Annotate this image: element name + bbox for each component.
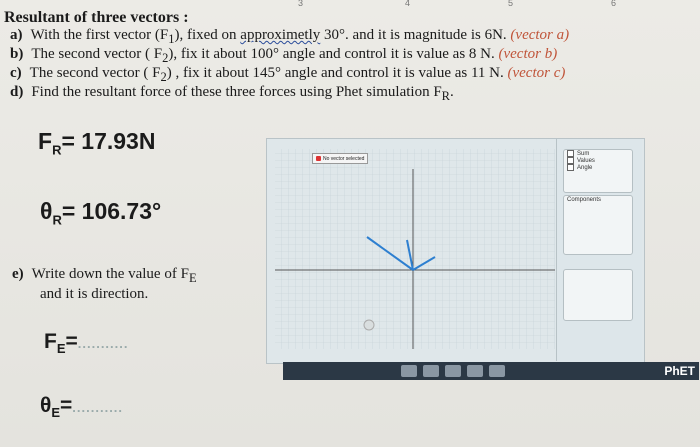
symbol: F — [44, 330, 57, 353]
equals: = — [65, 330, 78, 353]
blank-dots: ........... — [72, 400, 124, 415]
checkbox-sum[interactable] — [564, 150, 632, 157]
screen-tab[interactable] — [445, 365, 461, 377]
checkbox-values[interactable] — [564, 157, 632, 164]
phet-navbar — [283, 362, 699, 380]
checkbox-icon — [567, 150, 574, 157]
fe-blank — [44, 330, 129, 356]
subscript: R — [52, 142, 62, 158]
question-label: c) — [10, 65, 22, 81]
screen-tab[interactable] — [423, 365, 439, 377]
question-e-line2: and it is direction. — [40, 286, 149, 302]
symbol: θ — [40, 198, 53, 224]
vector-grid — [267, 139, 557, 363]
subscript: E — [51, 405, 61, 421]
question-text: Write down the value of F — [31, 266, 189, 282]
question-text: The second vector ( F — [29, 65, 161, 81]
question-e — [12, 266, 197, 286]
screen-tab[interactable] — [489, 365, 505, 377]
question-d — [10, 84, 454, 104]
question-text: ), fixed on — [174, 27, 241, 43]
subscript: 2 — [162, 51, 169, 65]
vector-note: (vector b) — [498, 46, 558, 62]
visibility-checkboxes — [563, 149, 633, 193]
components-label: Components — [567, 196, 602, 203]
subscript: 2 — [160, 70, 167, 84]
answer-value: = 106.73° — [61, 198, 162, 224]
question-text: With the first vector (F — [30, 27, 169, 43]
question-text: 30°. and it is magnitude is 6N. — [320, 27, 511, 43]
subscript: E — [188, 271, 197, 285]
ruler-number: 5 — [508, 0, 514, 8]
question-label: a) — [10, 27, 23, 43]
vector-bucket-icon[interactable] — [364, 320, 374, 330]
ruler-number: 3 — [298, 0, 304, 8]
ruler-number: 4 — [405, 0, 411, 8]
question-label: e) — [12, 266, 24, 282]
answer-resultant-angle — [40, 198, 161, 228]
checkbox-label: Angle — [577, 164, 593, 171]
blank-dots: ........... — [77, 336, 129, 351]
subscript: R — [52, 212, 62, 228]
question-b — [10, 46, 557, 66]
ruler-number: 6 — [611, 0, 617, 8]
vector-note: (vector c) — [507, 65, 566, 81]
spellcheck-word: approximetly — [240, 27, 321, 43]
question-text: The second vector ( F — [31, 46, 163, 62]
checkbox-icon — [567, 164, 574, 171]
question-text: . — [450, 84, 454, 100]
question-text: ), fix it about 100° angle and control it is value as 8 N. — [168, 46, 499, 62]
question-label: b) — [10, 46, 24, 62]
sim-control-panel — [556, 139, 642, 361]
selected-vector-tag — [312, 153, 368, 164]
vector-color-icon — [316, 156, 321, 161]
vector-bucket[interactable] — [563, 269, 633, 321]
question-text: ) , fix it about 145° angle and control it is value as 11 N. — [166, 65, 508, 81]
subscript: E — [56, 341, 66, 357]
tag-text: No vector selected — [323, 155, 365, 162]
vector-note: (vector a) — [510, 27, 570, 43]
checkbox-angle[interactable] — [564, 164, 632, 171]
components-box — [563, 195, 633, 255]
checkbox-label: Values — [577, 157, 595, 164]
subscript: 1 — [168, 32, 175, 46]
equals: = — [60, 394, 73, 417]
question-a — [10, 27, 569, 47]
answer-resultant-force — [38, 128, 155, 158]
thetae-blank — [40, 394, 123, 420]
screen-tab[interactable] — [401, 365, 417, 377]
symbol: F — [38, 128, 53, 154]
screen-tab[interactable] — [467, 365, 483, 377]
checkbox-icon — [567, 157, 574, 164]
question-c — [10, 65, 565, 85]
question-label: d) — [10, 84, 24, 100]
subscript: R — [441, 89, 451, 103]
checkbox-label: Sum — [577, 150, 590, 157]
page-title: Resultant of three vectors : — [4, 9, 189, 26]
phet-logo[interactable]: PhET — [664, 364, 695, 378]
answer-value: = 17.93N — [61, 128, 156, 154]
question-text: Find the resultant force of these three forces using Phet simulation F — [31, 84, 442, 100]
symbol: θ — [40, 394, 52, 417]
